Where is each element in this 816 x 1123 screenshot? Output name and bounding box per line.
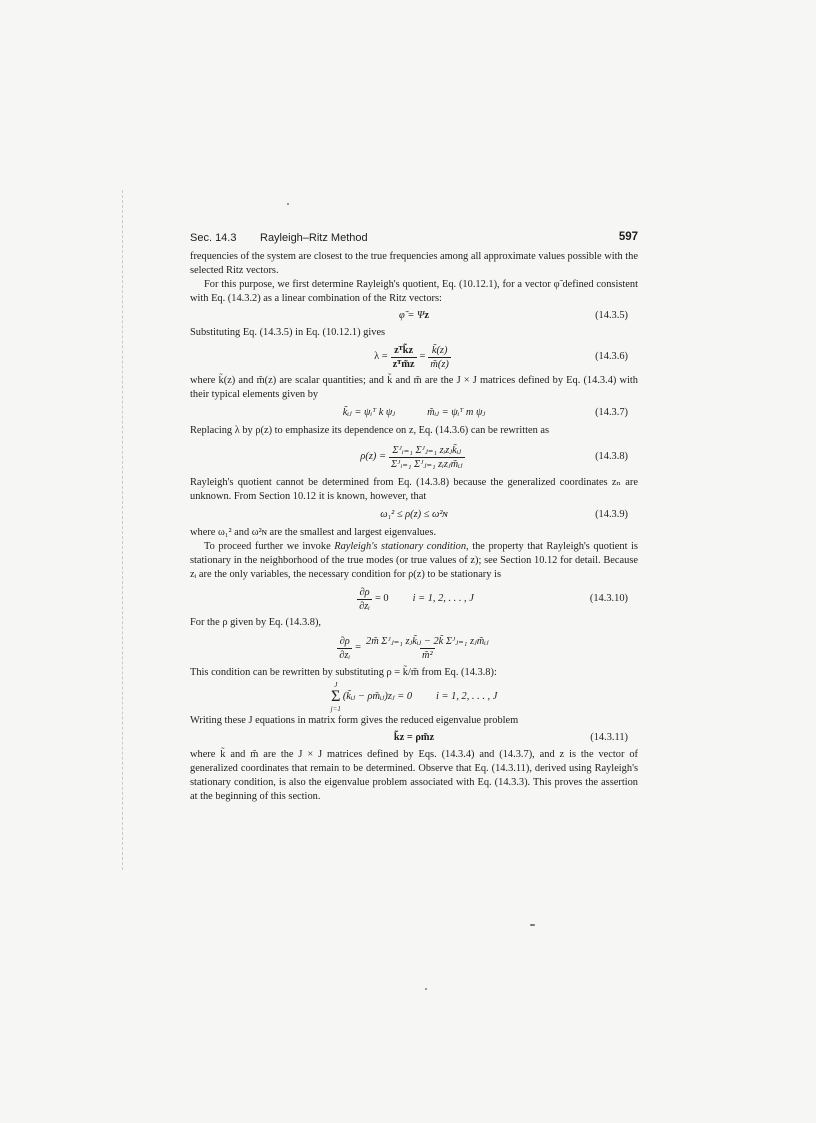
scan-speck xyxy=(425,988,427,990)
equation-lhs: λ = xyxy=(374,351,388,362)
equation-number: (14.3.7) xyxy=(595,407,628,418)
equation-14-3-7 xyxy=(190,402,638,424)
equation-body: k̃z = ρm̃z xyxy=(393,732,435,743)
paragraph: where ω₁² and ω²ɴ are the smallest and largest eigenvalues. xyxy=(190,527,437,538)
index-range: i = 1, 2, . . . , J xyxy=(436,691,498,702)
equation-14-3-6 xyxy=(190,340,638,374)
running-header xyxy=(190,229,638,247)
scan-speck xyxy=(530,924,535,926)
scan-speck xyxy=(287,203,289,205)
equation-derivative xyxy=(190,630,638,666)
emphasis: Rayleigh's stationary condition xyxy=(334,541,467,552)
equation-number: (14.3.10) xyxy=(589,593,628,604)
paragraph: Rayleigh's quotient cannot be determined from Eq. (14.3.8) because the generalized coordinates zₙ are unknown. From Section 10.12 it is known, however, that xyxy=(190,477,638,502)
equation-number: (14.3.6) xyxy=(595,351,628,362)
equation-14-3-11 xyxy=(190,728,638,748)
scan-page-edge xyxy=(122,190,124,870)
index-range: i = 1, 2, . . . , J xyxy=(412,593,474,604)
equation-14-3-9 xyxy=(190,504,638,526)
equals-sign: = xyxy=(419,351,426,362)
paragraph: For the ρ given by Eq. (14.3.8), xyxy=(190,617,322,628)
paragraph: For this purpose, we first determine Rayleigh's quotient, Eq. (10.12.1), for a vector φ̃ defined consistent with Eq. (14.3.2) as a linear combination of the Ritz vectors: xyxy=(190,279,638,304)
equation-rhs: = 0 xyxy=(374,593,389,604)
equation-14-3-5 xyxy=(190,306,638,326)
equation-14-3-8 xyxy=(190,438,638,476)
page-number: 597 xyxy=(618,231,638,243)
paragraph: frequencies of the system are closest to the true frequencies among all approximate values possible with the selected Ritz vectors. xyxy=(190,251,638,276)
fraction: $\frac{\partial\rho}{\text{∂zᵢ}}$ xyxy=(359,586,370,612)
equation-14-3-10 xyxy=(190,582,638,616)
fraction: $\frac{\text{2m̃ Σᴶⱼ₌₁ zⱼk̃ᵢⱼ − 2k̃ Σᴶⱼ₌₁ zⱼm̃ᵢⱼ}}{\text{m̃²}}$ xyxy=(366,635,489,661)
paragraph: where k̃(z) and m̃(z) are scalar quantities; and k̃ and m̃ are the J × J matrices defined by Eq. (14.3.4) with their typical elements given by xyxy=(190,375,638,400)
paragraph: Writing these J equations in matrix form gives the reduced eigenvalue problem xyxy=(190,715,519,726)
equation-left: k̃ᵢⱼ = ψᵢᵀ k ψⱼ xyxy=(342,407,396,418)
fraction: $\frac{\text{zᵀk̃z}}{\text{zᵀm̃z}}$ xyxy=(392,344,415,370)
paragraph: Replacing λ by ρ(z) to emphasize its dependence on z, Eq. (14.3.6) can be rewritten as xyxy=(190,425,550,436)
section-label: Sec. 14.3 xyxy=(190,232,237,244)
equation-body: φ̃ = Ψz xyxy=(399,310,429,321)
equation-body: (k̃ᵢⱼ − ρm̃ᵢⱼ)zⱼ = 0 xyxy=(342,691,413,702)
paragraph: Substituting Eq. (14.3.5) in Eq. (10.12.1) gives xyxy=(190,327,386,338)
fraction: $\frac{\text{Σᴶᵢ₌₁ Σᴶⱼ₌₁ zᵢzⱼk̃ᵢⱼ}}{\text{Σᴶᵢ₌₁ Σᴶⱼ₌₁ zᵢzⱼm̃ᵢⱼ}}$ xyxy=(390,444,463,470)
equation-number: (14.3.11) xyxy=(590,732,628,743)
summation-sign: J Σ j=1 xyxy=(330,681,341,713)
paragraph: This condition can be rewritten by substituting ρ = k̃/m̃ from Eq. (14.3.8): xyxy=(190,667,497,678)
equation-lhs: ρ(z) = xyxy=(360,451,386,462)
equals-sign: = xyxy=(355,642,361,653)
fraction: $\frac{\partial\rho}{\text{∂zᵢ}}$ xyxy=(339,635,351,661)
equation-right: m̃ᵢⱼ = ψᵢᵀ m ψⱼ xyxy=(427,407,486,418)
fraction: $\frac{k̃(z)}{m̃(z)}$ xyxy=(430,344,449,370)
equation-number: (14.3.8) xyxy=(595,451,628,462)
equation-stationary xyxy=(190,680,638,714)
equation-number: (14.3.9) xyxy=(595,509,628,520)
page-body xyxy=(190,250,638,804)
paragraph: To proceed further we invoke Rayleigh's stationary condition, the property that Rayleigh's quotient is stationary in the neighborhood of the true modes (or true values of z); see Section 10.12 for detail. Because zᵢ are the only variables, the necessary condition for ρ(z) to be stationary is xyxy=(190,541,638,580)
section-title: Rayleigh–Ritz Method xyxy=(260,232,368,244)
equation-number: (14.3.5) xyxy=(595,310,628,321)
equation-body: ω₁² ≤ ρ(z) ≤ ω²ɴ xyxy=(380,509,448,520)
paragraph: where k̃ and m̃ are the J × J matrices defined by Eqs. (14.3.4) and (14.3.7), and z is the vector of generalized coordinates that remain to be determined. Observe that Eq. (14.3.11), derived using Rayleigh's stationary condition, is also the eigenvalue problem associated with Eq. (14.3.3). This proves the assertion at the beginning of this section. xyxy=(190,749,638,802)
